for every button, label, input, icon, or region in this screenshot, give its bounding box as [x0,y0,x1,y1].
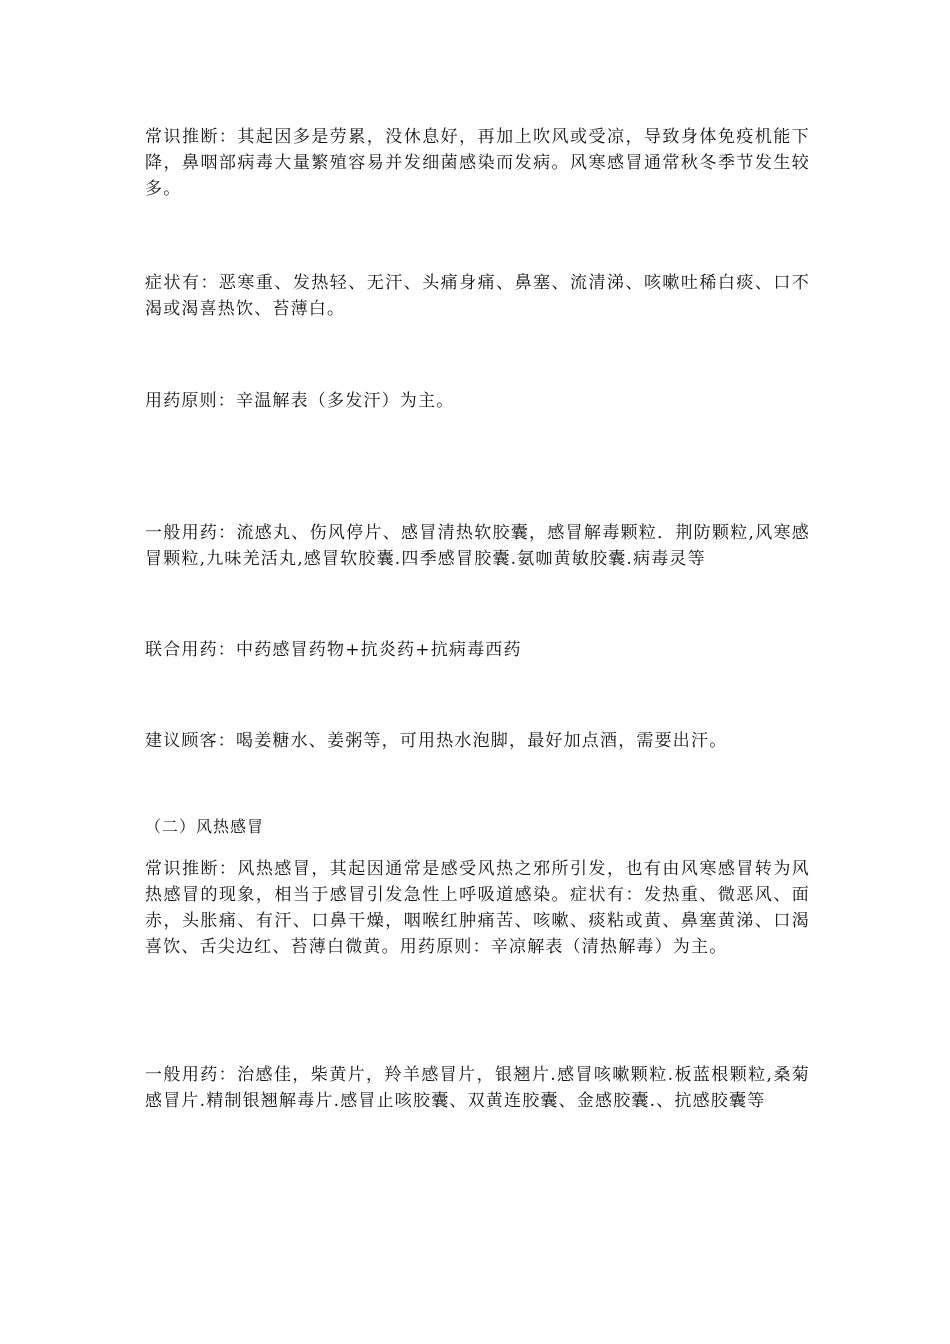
wind-heat-section-heading: （二）风热感冒 [145,817,265,836]
wind-cold-symptoms-paragraph: 症状有：恶寒重、发热轻、无汗、头痛身痛、鼻塞、流清涕、咳嗽吐稀白痰、口不渴或渴喜热饮、苔薄白。 [145,273,810,319]
wind-cold-combined-drugs-paragraph: 联合用药：中药感冒药物+抗炎药+抗病毒西药 [145,640,522,660]
wind-cold-general-drugs-paragraph: 一般用药：流感丸、伤风停片、感冒清热软胶囊，感冒解毒颗粒．荆防颗粒,风寒感冒颗粒,九味羌活丸,感冒软胶囊.四季感冒胶囊.氨咖黄敏胶囊.病毒灵等 [145,523,810,569]
wind-cold-common-sense-paragraph: 常识推断：其起因多是劳累，没休息好，再加上吹风或受凉，导致身体免疫机能下降，鼻咽部病毒大量繁殖容易并发细菌感染而发病。风寒感冒通常秋冬季节发生较多。 [145,127,810,199]
wind-cold-advice-paragraph: 建议顾客：喝姜糖水、姜粥等，可用热水泡脚，最好加点酒，需要出汗。 [145,731,728,751]
wind-cold-principle-paragraph: 用药原则：辛温解表（多发汗）为主。 [145,391,455,411]
wind-heat-general-drugs-paragraph: 一般用药：治感佳，柴黄片，羚羊感冒片，银翘片.感冒咳嗽颗粒.板蓝根颗粒,桑菊感冒片.精制银翘解毒片.感冒止咳胶囊、双黄连胶囊、金感胶囊.、抗感胶囊等 [145,1065,810,1111]
wind-heat-common-sense-paragraph: 常识推断：风热感冒，其起因通常是感受风热之邪所引发，也有由风寒感冒转为风热感冒的现象，相当于感冒引发急性上呼吸道感染。症状有：发热重、微恶风、面赤，头胀痛、有汗、口鼻干燥，咽喉红肿痛苦、咳嗽、痰粘或黄、鼻塞黄涕、口渴喜饮、舌尖边红、苔薄白微黄。用药原则：辛凉解表（清热解毒）为主。 [145,859,810,957]
